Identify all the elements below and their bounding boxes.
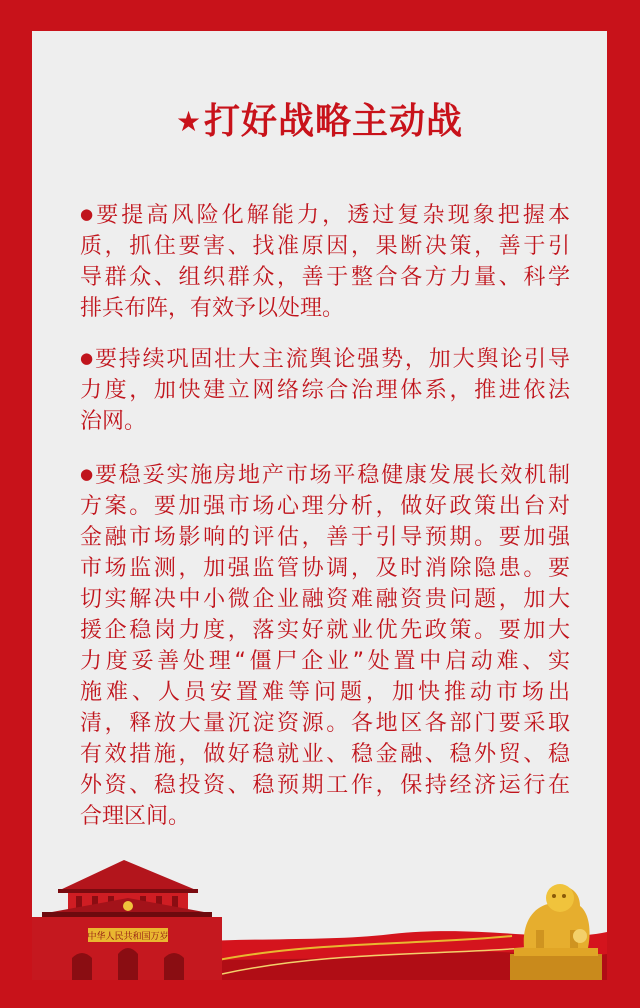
paragraph-risk xyxy=(80,199,570,324)
gate-label: 中华人民共和国万岁 xyxy=(87,932,169,942)
paragraph-line: ●要持续巩固壮大主流舆论强势，加大舆论引导 xyxy=(80,347,570,372)
paragraph-line: 力度，加快建立网络综合治理体系，推进依法 xyxy=(80,378,570,403)
paragraph-line: 外资、稳投资、稳预期工作，保持经济运行在 xyxy=(80,773,570,798)
paragraph-line: 导群众、组织群众，善于整合各方力量、科学 xyxy=(80,265,570,290)
paragraph-line: 清，释放大量沉淀资源。各地区各部门要采取 xyxy=(80,711,570,736)
paragraph-line: 排兵布阵，有效予以处理。 xyxy=(80,296,345,321)
stone-lion-icon xyxy=(510,884,602,980)
paragraph-line: 力度妥善处理“僵尸企业”处置中启动难、实 xyxy=(80,649,570,674)
paragraph-line: ●要稳妥实施房地产市场平稳健康发展长效机制 xyxy=(80,463,570,488)
content-panel xyxy=(32,31,607,980)
bullet-icon: ● xyxy=(80,349,95,367)
tiananmen-gate-icon xyxy=(32,860,222,980)
paragraph-line: 质，抓住要害、找准原因，果断决策，善于引 xyxy=(80,234,570,259)
paragraph-opinion xyxy=(80,343,570,437)
page-title xyxy=(32,93,607,144)
star-icon: ★ xyxy=(175,105,203,138)
paragraph-line: 切实解决中小微企业融资难融资贵问题，加大 xyxy=(80,587,570,612)
page-title-text: 打好战略主动战 xyxy=(204,101,464,142)
bottom-decoration xyxy=(32,850,607,980)
paragraph-line: ●要提高风险化解能力，透过复杂现象把握本 xyxy=(80,203,570,228)
bullet-icon: ● xyxy=(80,205,97,223)
paragraph-line: 施难、人员安置难等问题，加快推动市场出 xyxy=(80,680,570,705)
paragraph-line: 有效措施，做好稳就业、稳金融、稳外贸、稳 xyxy=(80,742,570,767)
paragraph-line: 金融市场影响的评估，善于引导预期。要加强 xyxy=(80,525,570,550)
paragraph-line: 合理区间。 xyxy=(80,804,191,829)
paragraph-line: 援企稳岗力度，落实好就业优先政策。要加大 xyxy=(80,618,570,643)
paragraph-line: 市场监测，加强监管协调，及时消除隐患。要 xyxy=(80,556,570,581)
paragraph-line: 方案。要加强市场心理分析，做好政策出台对 xyxy=(80,494,570,519)
paragraph-economy xyxy=(80,459,570,832)
bullet-icon: ● xyxy=(80,465,95,483)
paragraph-line: 治网。 xyxy=(80,409,147,434)
